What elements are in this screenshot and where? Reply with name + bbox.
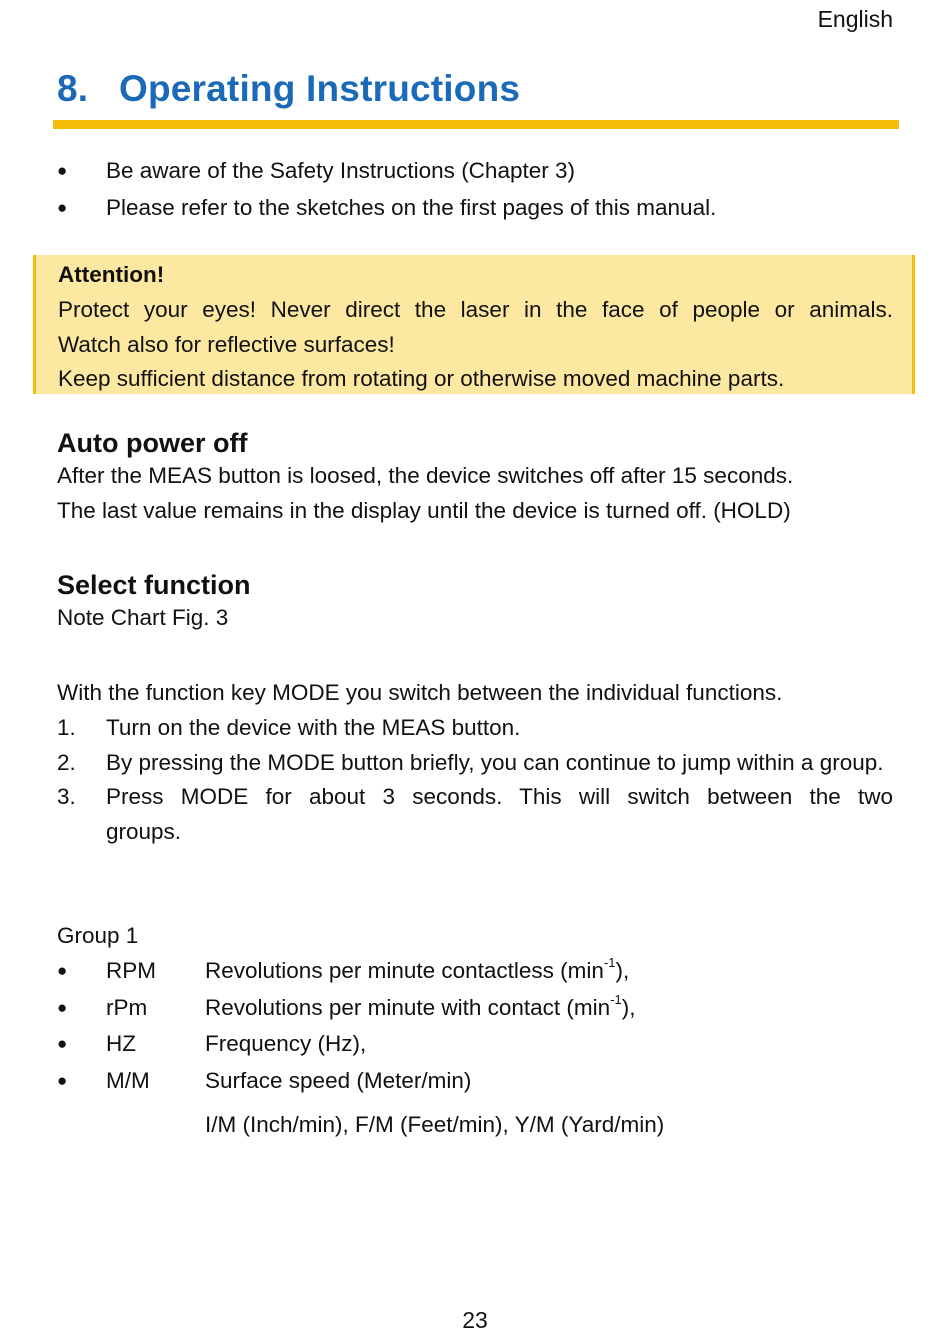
bullet-text: Please refer to the sketches on the first pages of this manual.: [106, 194, 717, 220]
list-item: [57, 154, 893, 191]
chapter-heading: [57, 68, 520, 110]
step-text: By pressing the MODE button briefly, you can continue to jump within a group.: [106, 749, 884, 775]
function-code: RPM: [106, 957, 156, 983]
function-description: Revolutions per minute with contact $(\min^{-1})$,: [205, 992, 636, 1020]
page-number: 23: [462, 1307, 488, 1333]
chapter-number: 8.: [57, 68, 89, 109]
function-code: HZ: [106, 1031, 136, 1057]
function-description: Surface speed (Meter/min): [205, 1068, 472, 1094]
list-item: [57, 780, 893, 850]
list-item: [57, 191, 893, 228]
auto-power-off-section: [57, 428, 893, 529]
bullet-icon: [57, 1064, 106, 1101]
bullet-icon: [57, 954, 106, 991]
attention-line-3: Keep sufficient distance from rotating or otherwise moved machine parts.: [58, 366, 785, 392]
bullet-icon: [57, 154, 106, 191]
select-function-section: [57, 570, 893, 636]
step-number: 2.: [57, 749, 76, 775]
group-title: Group 1: [57, 923, 139, 948]
mode-instructions: [57, 676, 893, 850]
heading-underline: [53, 120, 899, 129]
superscript: -1: [603, 955, 616, 971]
bullet-icon: [57, 1027, 106, 1064]
bullet-icon: [57, 991, 106, 1028]
attention-line-1: Protect your eyes! Never direct the laser in the face of people or animals.: [58, 296, 893, 322]
intro-bullet-list: [57, 154, 893, 228]
step-text: Press MODE for about 3 seconds. This will switch between the two groups.: [106, 784, 893, 845]
step-text: Turn on the device with the MEAS button.: [106, 714, 521, 740]
attention-box: [33, 255, 915, 394]
bullet-icon: [57, 191, 106, 228]
attention-title: Attention!: [58, 262, 165, 287]
extra-units: I/M (Inch/min), F/M (Feet/min), Y/M (Yard/min): [205, 1111, 665, 1137]
list-item: [57, 746, 893, 781]
step-number: 3.: [57, 784, 76, 810]
function-description: Frequency (Hz),: [205, 1031, 367, 1057]
function-code: rPm: [106, 994, 148, 1020]
paragraph-line: After the MEAS button is loosed, the device switches off after 15 seconds.: [57, 463, 794, 488]
paragraph-line: The last value remains in the display until the device is turned off. (HOLD): [57, 497, 791, 523]
step-number: 1.: [57, 714, 76, 740]
attention-line-2: Watch also for reflective surfaces!: [58, 331, 395, 357]
superscript: -1: [610, 992, 622, 1008]
list-item: [57, 711, 893, 746]
language-label: English: [817, 6, 893, 32]
list-item: [57, 1027, 893, 1064]
list-item: [57, 954, 893, 991]
mode-intro: With the function key MODE you switch between the individual functions.: [57, 680, 783, 705]
list-item: [57, 991, 893, 1028]
bullet-text: Be aware of the Safety Instructions (Chapter 3): [106, 158, 575, 183]
section-heading: Select function: [57, 570, 251, 600]
section-heading: Auto power off: [57, 428, 248, 458]
group-1-section: [57, 919, 893, 1143]
function-description: Revolutions per minute contactless $(\min^{-1})$,: [205, 955, 630, 983]
chapter-title: Operating Instructions: [119, 68, 521, 109]
list-item: [57, 1064, 893, 1101]
note-text: Note Chart Fig. 3: [57, 605, 229, 630]
function-code: M/M: [106, 1068, 150, 1094]
